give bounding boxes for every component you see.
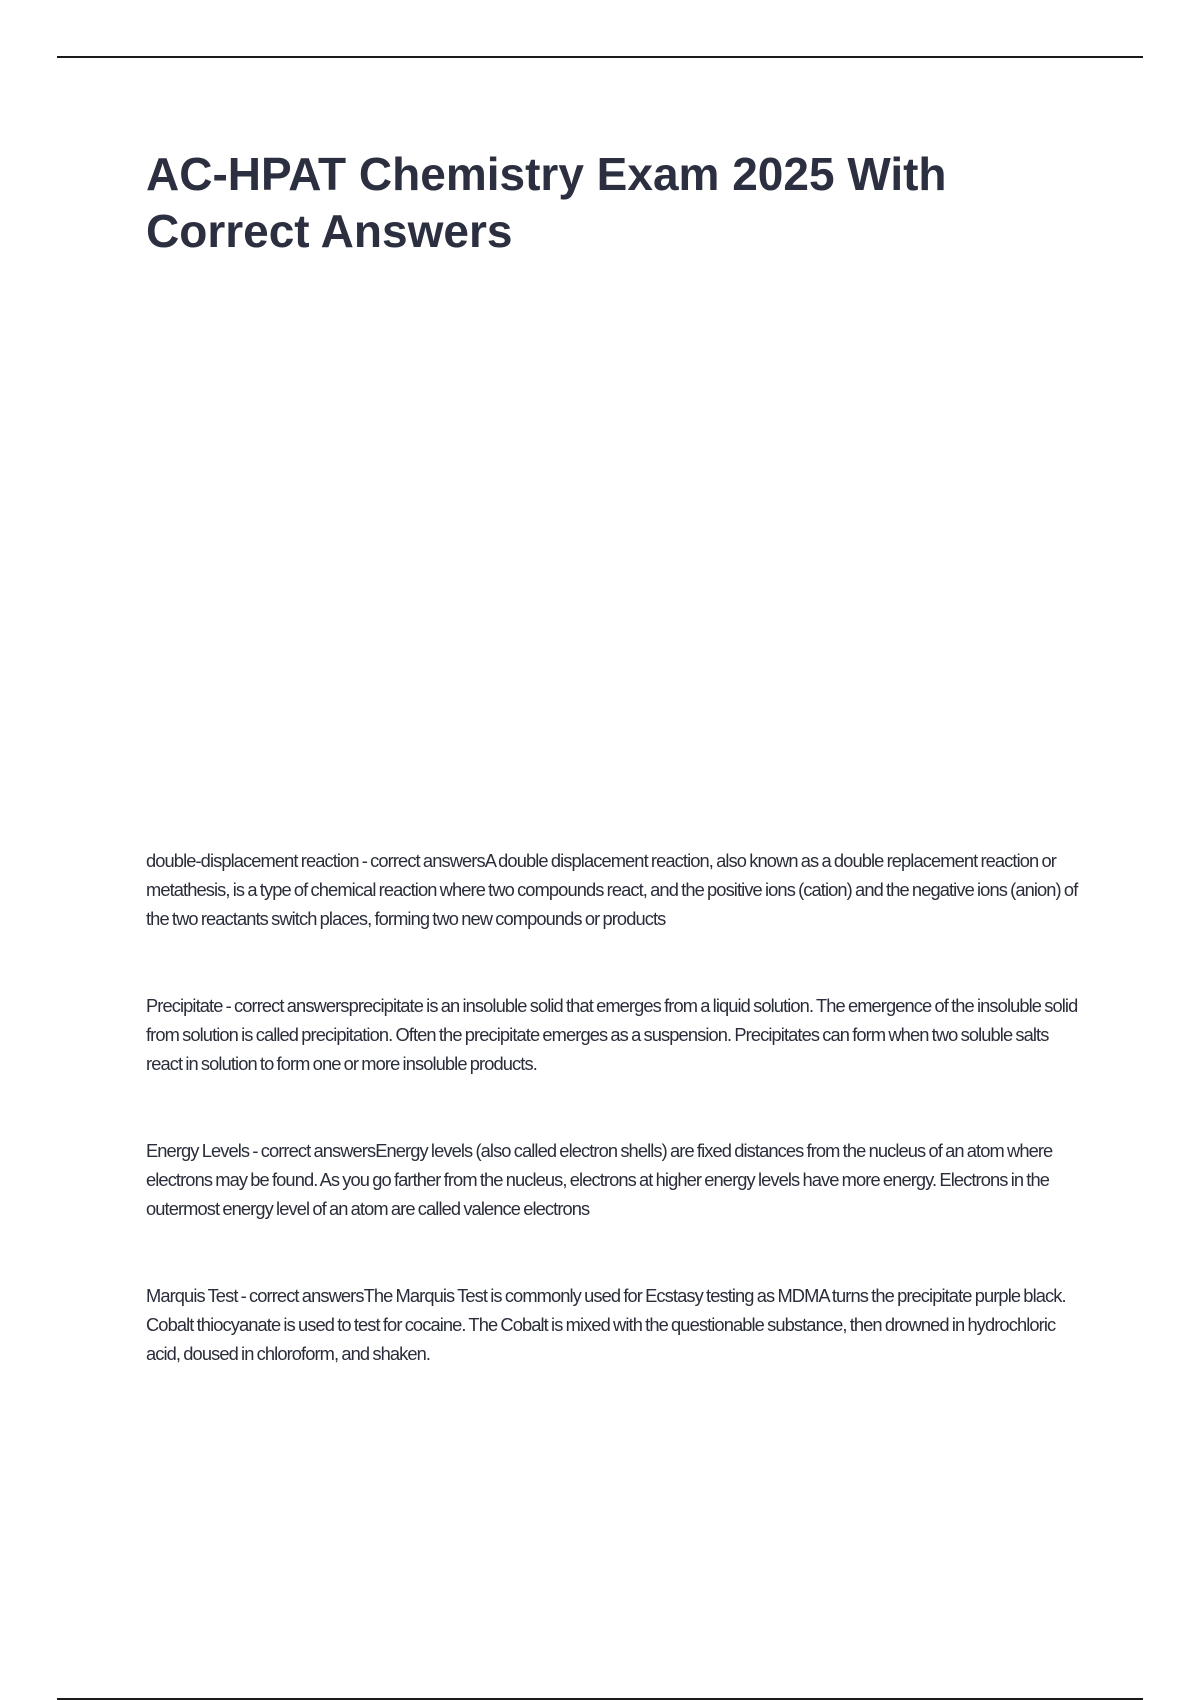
flashcard-entry	[146, 846, 1086, 933]
entry-separator: - correct answers	[249, 1140, 376, 1161]
flashcard-entry	[146, 991, 1086, 1078]
entry-answer: The Marquis Test is commonly used for Ecstasy testing as MDMA turns the precipitate purple black. Cobalt thiocyanate is used to test for cocaine. The Cobalt is mixed with the questionable substance, then drowned in hydrochloric acid, doused in chloroform, and shaken.	[146, 1285, 1066, 1364]
flashcard-list	[146, 846, 1086, 1426]
entry-separator: - correct answers	[237, 1285, 364, 1306]
flashcard-entry	[146, 1281, 1086, 1368]
entry-separator: - correct answers	[222, 995, 349, 1016]
document-title: AC-HPAT Chemistry Exam 2025 With Correct Answers	[146, 148, 947, 257]
flashcard-entry	[146, 1136, 1086, 1223]
entry-separator: - correct answers	[358, 850, 485, 871]
entry-answer: precipitate is an insoluble solid that emerges from a liquid solution. The emergence of the insoluble solid from solution is called precipitation. Often the precipitate emerges as a suspension. Precipitates can form when two soluble salts react in solution to form one or more insoluble products.	[146, 995, 1078, 1074]
top-divider	[57, 56, 1143, 58]
entry-term: double-displacement reaction	[146, 850, 359, 871]
entry-answer: A double displacement reaction, also known as a double replacement reaction or metathesis, is a type of chemical reaction where two compounds react, and the positive ions (cation) and the negative ions (anion) of the two reactants switch places, forming two new compounds or products	[146, 850, 1078, 929]
entry-answer: Energy levels (also called electron shells) are fixed distances from the nucleus of an atom where electrons may be found. As you go farther from the nucleus, electrons at higher energy levels have more energy. Electrons in the outermost energy level of an atom are called valence electrons	[146, 1140, 1053, 1219]
entry-term: Energy Levels	[146, 1140, 250, 1161]
entry-term: Marquis Test	[146, 1285, 238, 1306]
entry-term: Precipitate	[146, 995, 223, 1016]
